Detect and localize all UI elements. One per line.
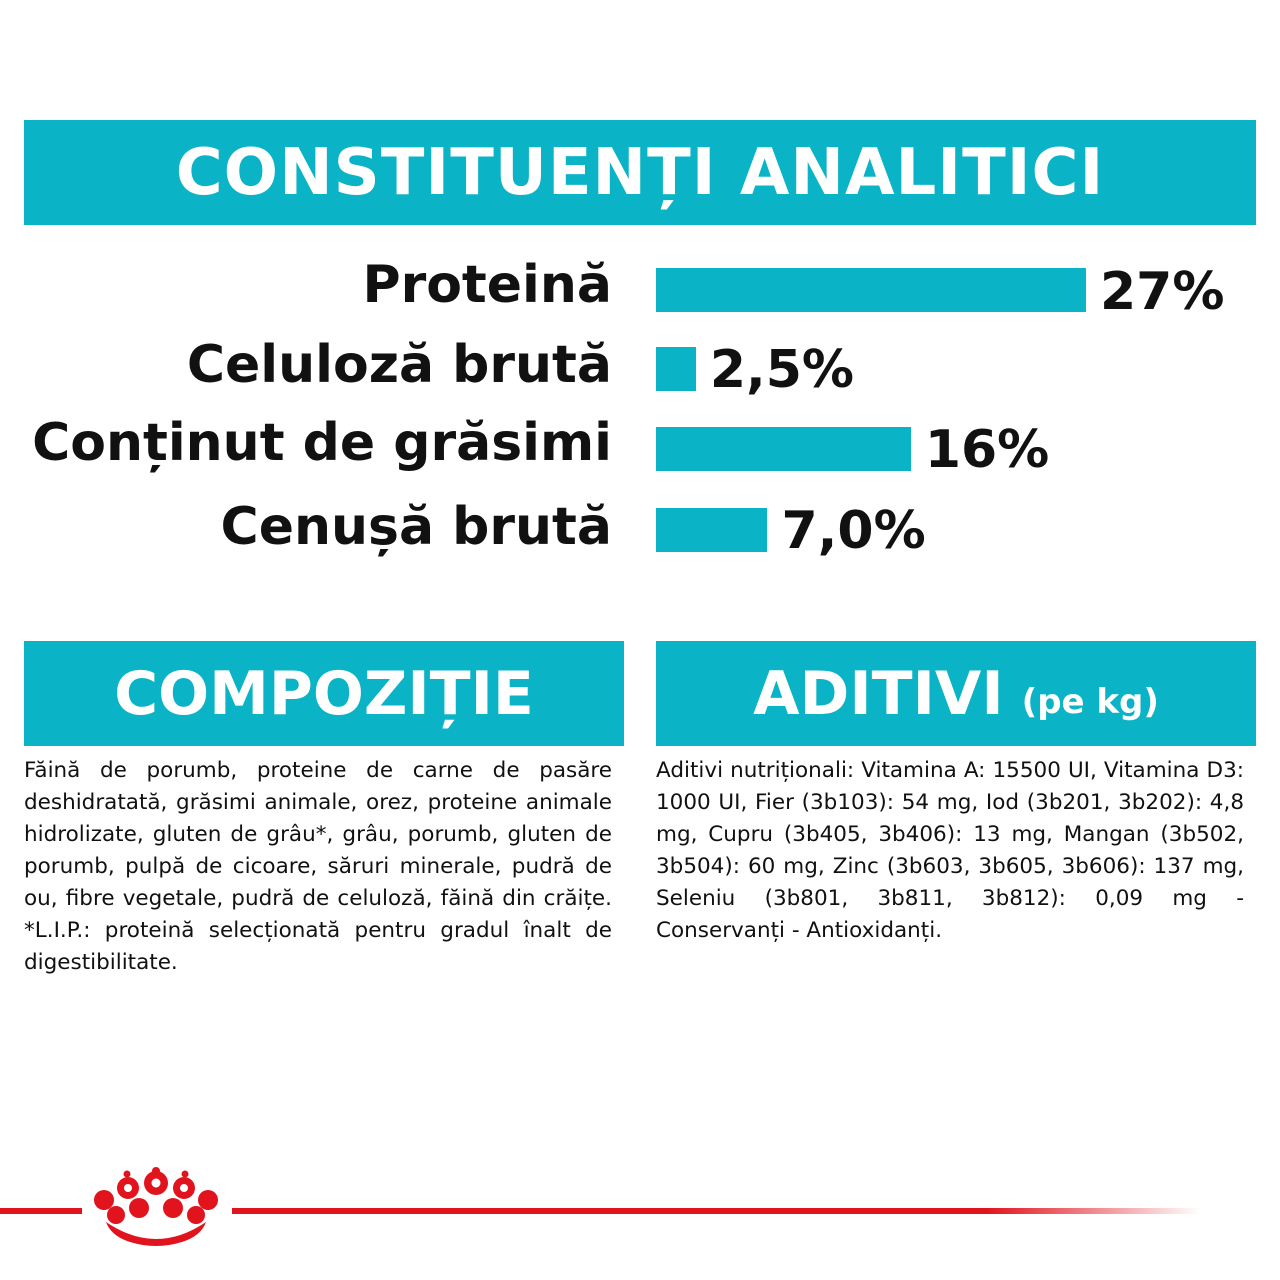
additives-banner (656, 641, 1256, 746)
composition-text: Făină de porumb, proteine de carne de pasăre deshidratată, grăsimi animale, orez, proteine animale hidrolizate, gluten de grâu*, grâu, porumb, gluten de porumb, pulpă de cicoare, săruri minerale, pudră de ou, fibre vegetale, pudră de celuloză, făină din crăițe. *L.I.P.: proteină selecționată pentru gradul înalt de digestibilitate. (24, 758, 612, 975)
brand-line-left (0, 1208, 82, 1214)
analytic-bar-cenusa (656, 508, 767, 552)
additives-title: ADITIVI (753, 658, 1004, 729)
analytic-bar-grasimi (656, 427, 911, 471)
analytic-label-grasimi: Conținut de grăsimi (32, 413, 612, 473)
analytic-constituents-banner (24, 120, 1256, 225)
analytic-value-cenusa: 7,0% (781, 501, 926, 561)
analytic-label-cenusa: Cenușă brută (220, 497, 612, 557)
analytic-constituents-title: CONSTITUENȚI ANALITICI (175, 135, 1105, 210)
composition-banner (24, 641, 624, 746)
analytic-value-grasimi: 16% (924, 420, 1050, 480)
additives-unit: (pe kg) (1021, 681, 1159, 722)
analytic-bar-proteina (656, 268, 1086, 312)
brand-line-right (232, 1208, 1200, 1214)
additives-text: Aditivi nutriționali: Vitamina A: 15500 UI, Vitamina D3: 1000 UI, Fier (3b103): 54 mg, Iod (3b201, 3b202): 4,8 mg, Cupru (3b405, 3b406): 13 mg, Mangan (3b502, 3b504): 60 mg, Zinc (3b603, 3b605, 3b606): 137 mg, Seleniu (3b801, 3b811, 3b812): 0,09 mg - Conservanți - Antioxidanți. (656, 758, 1244, 943)
royal-canin-crown-icon (86, 1166, 226, 1248)
analytic-value-proteina: 27% (1100, 262, 1225, 322)
composition-title: COMPOZIȚIE (114, 658, 534, 729)
analytic-value-celuloza: 2,5% (709, 340, 855, 400)
analytic-label-proteina: Proteină (362, 255, 612, 315)
analytic-bar-celuloza (656, 347, 696, 391)
analytic-label-celuloza: Celuloză brută (186, 335, 612, 395)
